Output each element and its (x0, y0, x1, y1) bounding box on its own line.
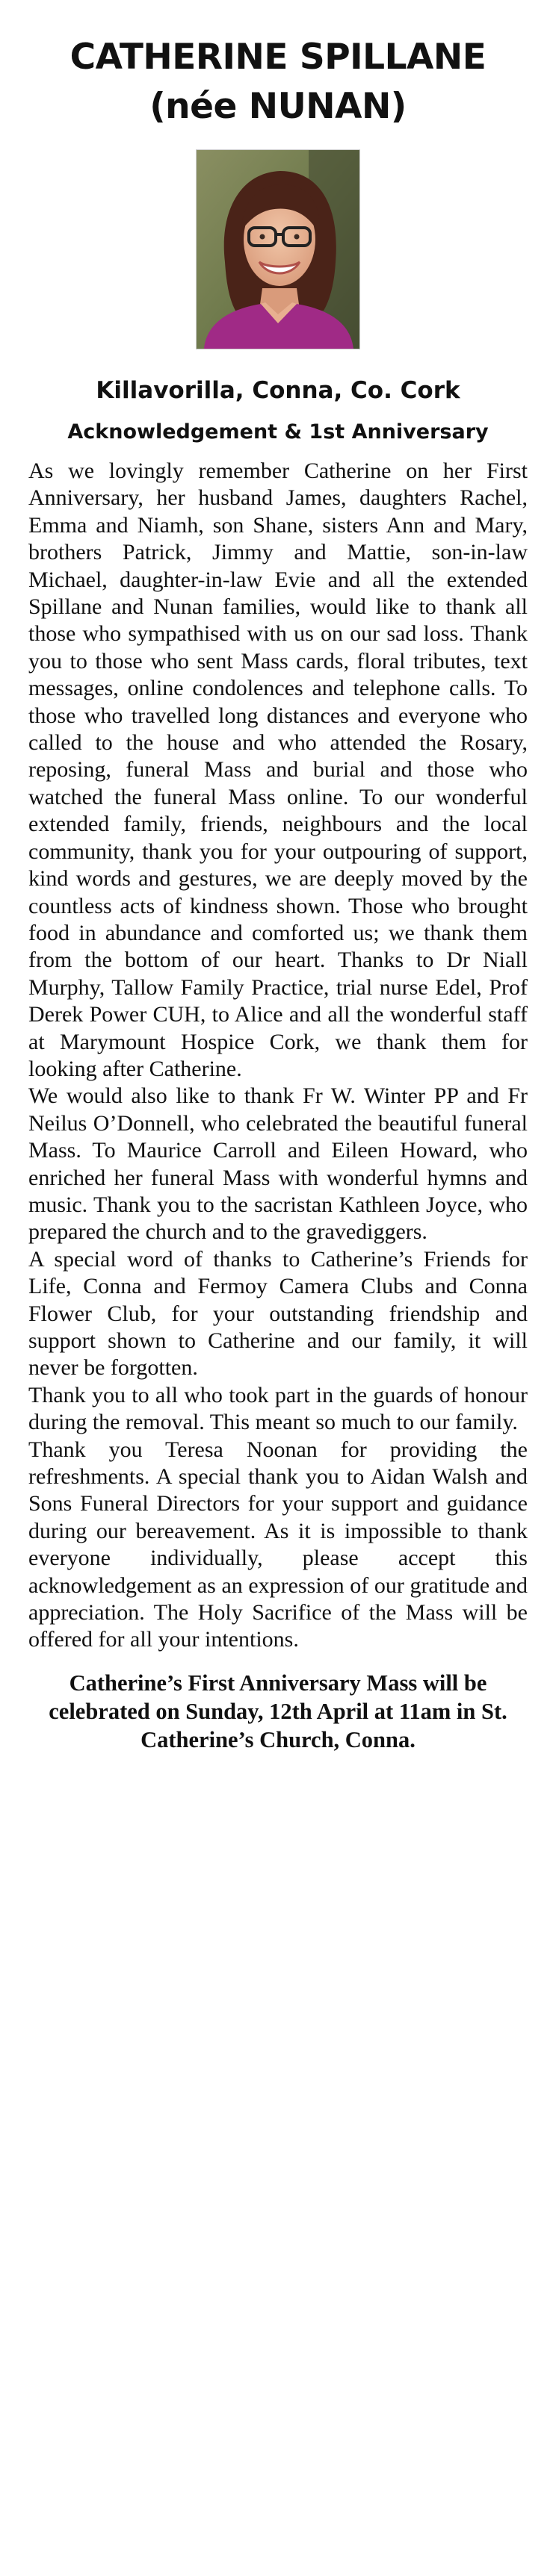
anniversary-mass-announcement: Catherine’s First Anniversary Mass will be celebrated on Sunday, 12th April at 11am in St. Catherine’s Church, Conna. (49, 1670, 507, 1752)
maiden-name: (née NUNAN) (149, 86, 407, 127)
paragraph: Thank you Teresa Noonan for providing the refreshments. A special thank you to Aidan Walsh and Sons Funeral Directors for your support and guidance during our bereavement. As it is impossible to thank everyone individually, please accept this acknowledgement as an expression of our gratitude and appreciation. The Holy Sacrifice of the Mass will be offered for all your intentions. (28, 1437, 528, 1652)
paragraph: Thank you to all who took part in the guards of honour during the removal. This meant so much to our family. (28, 1382, 528, 1435)
notice-subtitle: Acknowledgement & 1st Anniversary (67, 420, 489, 444)
deceased-name: CATHERINE SPILLANE (70, 37, 486, 78)
paragraph: A special word of thanks to Catherine’s Friends for Life, Conna and Fermoy Camera Clubs and Conna Flower Club, for your outstanding friendship and support shown to Catherine and our family, it will never be forgotten. (28, 1246, 528, 1381)
address-line: Killavorilla, Conna, Co. Cork (96, 377, 460, 404)
portrait-illustration (197, 150, 359, 349)
portrait-photo (196, 149, 360, 349)
acknowledgement-text (28, 458, 528, 1654)
paragraph: As we lovingly remember Catherine on her First Anniversary, her husband James, daughters Rachel, Emma and Niamh, son Shane, sisters Ann and Mary, brothers Patrick, Jimmy and Mattie, son-in-law Michael, daughter-in-law Evie and all the extended Spillane and Nunan families, would like to thank all those who sympathised with us on our sad loss. Thank you to those who sent Mass cards, floral tributes, text messages, online condolences and telephone calls. To those who travelled long distances and everyone who called to the house and who attended the Rosary, reposing, funeral Mass and burial and those who watched the funeral Mass online. To our wonderful extended family, friends, neighbours and the local community, thank you for your outpouring of support, kind words and gestures, we are deeply moved by the countless acts of kindness shown. Those who brought food in abundance and comforted us; we thank them from the bottom of our heart. Thanks to Dr Niall Murphy, Tallow Family Practice, trial nurse Edel, Prof Derek Power CUH, to Alice and all the wonderful staff at Marymount Hospice Cork, we thank them for looking after Catherine. (28, 458, 528, 1081)
paragraph: We would also like to thank Fr W. Winter PP and Fr Neilus O’Donnell, who celebrated the beautiful funeral Mass. To Maurice Carroll and Eileen Howard, who enriched her funeral Mass with wonderful hymns and music. Thank you to the sacristan Kathleen Joyce, who prepared the church and to the gravediggers. (28, 1083, 528, 1245)
